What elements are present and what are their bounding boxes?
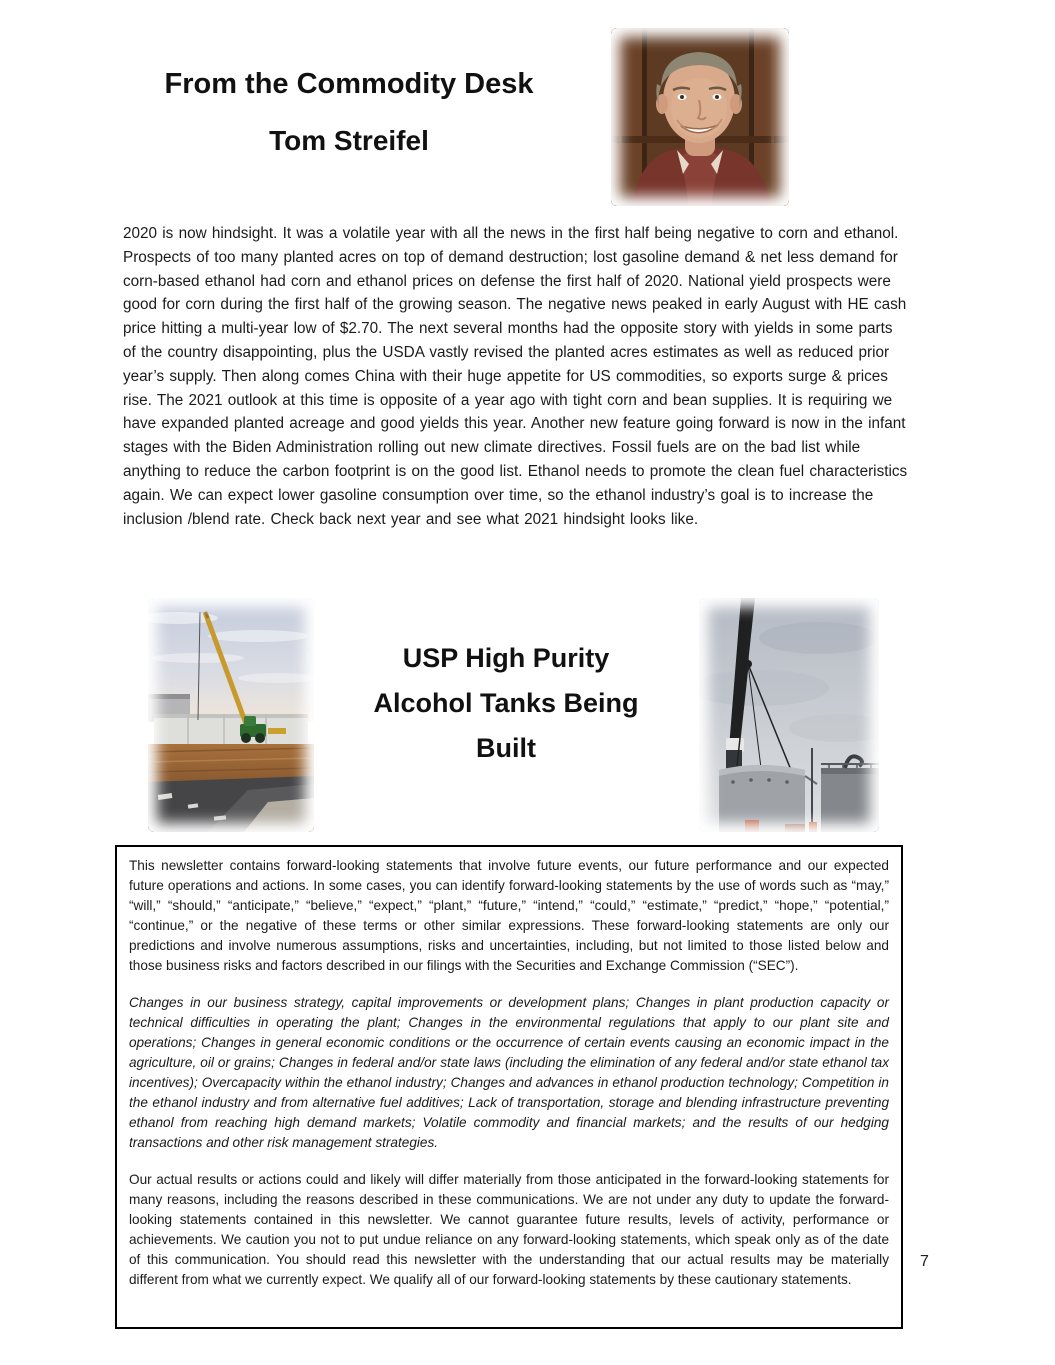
disclaimer-paragraph-3: Our actual results or actions could and likely will differ materially from those anticipated in the forward-looking statements for many reasons, including the reasons described in these communications. We are not under any duty to update the forward-looking statements contained in this newsletter. We cannot guarantee future results, levels of activity, performance or achievements. We caution you not to put undue reliance on any forward-looking statements, which speak only as of the date of this communication. You should read this newsletter with the understanding that our actual results may be materially different from what we currently expect. We qualify all of our forward-looking statements by these cautionary statements. [129, 1172, 889, 1287]
construction-crane-photo [148, 598, 314, 832]
author-portrait-photo [611, 28, 789, 206]
crane-site-illustration [148, 598, 314, 832]
disclaimer-paragraph-2-italic: Changes in our business strategy, capital improvements or development plans; Changes in plant production capacity or technical difficulties in operating the plant; Changes in the environmental regulations that apply to our plant site and operations; Changes in general economic conditions or the occurrence of certain events causing an economic impact in the agriculture, oil or grains; Changes in federal and/or state laws (including the elimination of any federal and/or state ethanol tax incentives); Overcapacity within the ethanol industry; Changes and advances in ethanol production technology; Competition in the ethanol industry and from alternative fuel additives; Lack of transportation, storage and blending infrastructure preventing ethanol from reaching high demand markets; Volatile commodity and financial markets; and the results of our hedging transactions and other risk management strategies. [129, 995, 889, 1150]
feature-caption-line1: USP High Purity [402, 643, 610, 673]
tank-lift-photo [699, 598, 879, 832]
feature-caption-line3: Built [476, 733, 536, 763]
article-header [118, 68, 580, 157]
feature-caption-line2: Alcohol Tanks Being [373, 688, 639, 718]
forward-looking-statements-box [115, 845, 903, 1329]
article-body-paragraph: 2020 is now hindsight. It was a volatile year with all the news in the first half being negative to corn and ethanol. Prospects of too many planted acres on top of demand destruction; lost gasoline demand & net less demand for corn-based ethanol had corn and ethanol prices on defense the first half of 2020. National yield prospects were good for corn during the first half of the growing season. The negative news peaked in early August with HE cash price hitting a multi-year low of $2.70. The next several months had the opposite story with yields in some parts of the country disappointing, plus the USDA vastly revised the planted acres estimates as well as reduced prior year’s supply. Then along comes China with their huge appetite for US commodities, so exports surge & prices rise. The 2021 outlook at this time is opposite of a year ago with tight corn and bean supplies. It is requiring we have expanded planted acreage and good yields this year. Another new feature going forward is now in the infant stages with the Biden Administration rolling out new climate directives. Fossil fuels are on the bad list while anything to reduce the carbon footprint is on the good list. Ethanol needs to promote the clean fuel characteristics again. We can expect lower gasoline consumption over time, so the ethanol industry’s goal is to increase the inclusion /blend rate. Check back next year and see what 2021 hindsight looks like. [123, 225, 908, 528]
disclaimer-paragraph-1: This newsletter contains forward-looking statements that involve future events, our future performance and our expected future operations and actions. In some cases, you can identify forward-looking statements by the use of words such as “may,” “will,” “should,” “anticipate,” “believe,” “expect,” “plant,” “future,” “intend,” “could,” “estimate,” “predict,” “hope,” “potential,” “continue,” or the negative of these terms or other similar expressions. These forward-looking statements are only our predictions and involve numerous assumptions, risks and uncertainties, including, but not limited to those listed below and those business risks and factors described in our filings with the Securities and Exchange Commission (“SEC”). [129, 858, 889, 973]
page-number: 7 [920, 1253, 929, 1270]
feature-caption [340, 636, 672, 771]
author-name: Tom Streifel [269, 125, 429, 156]
tank-lift-illustration [699, 598, 879, 832]
tom-streifel-portrait [611, 28, 789, 206]
page-title: From the Commodity Desk [164, 68, 534, 100]
